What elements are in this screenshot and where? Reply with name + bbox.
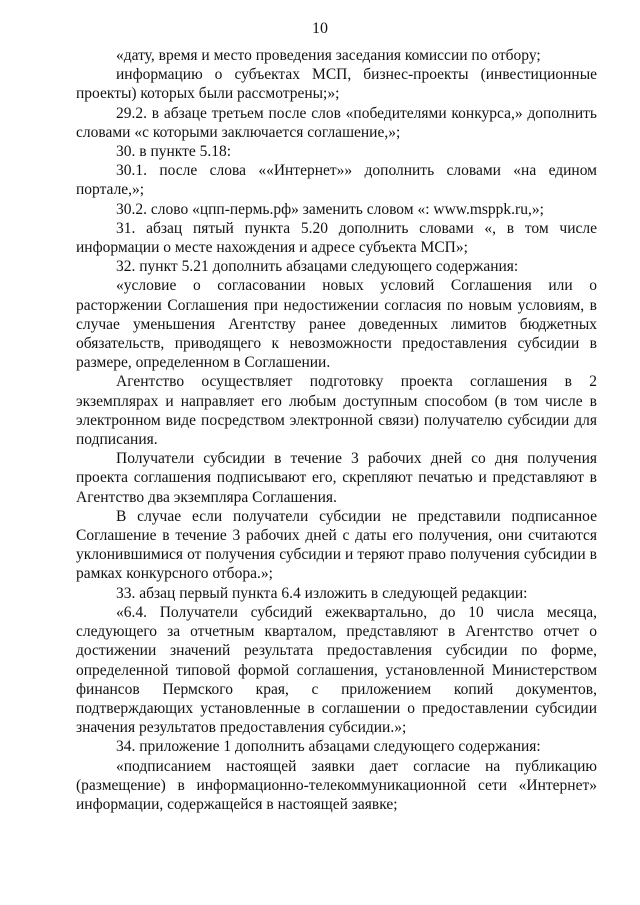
paragraph-2: информацию о субъектах МСП, бизнес-проекты (инвестиционные проекты) которых были рассмотрены;»; <box>76 66 597 103</box>
paragraph-3: 29.2. в абзаце третьем после слов «победителями конкурса,» дополнить словами «с которыми заключается соглашение,»; <box>76 104 597 141</box>
paragraph-14: «6.4. Получатели субсидий ежеквартально, до 10 числа месяца, следующего за отчетным кварталом, представляют в Агентство отчет о достижении значений результата предоставления субсидии по форме, определенной типовой формой соглашения, установленной Министерством финансов Пермского края, с приложением копий документов, подтверждающих установленные в соглашении о предоставлении субсидии значения результатов предоставления субсидии.»; <box>76 603 597 737</box>
page-number: 10 <box>312 20 328 37</box>
paragraph-11: Получатели субсидии в течение 3 рабочих дней со дня получения проекта соглашения подписывают его, скрепляют печатью и представляют в Агентство два экземпляра Соглашения. <box>76 450 597 506</box>
paragraph-7: 31. абзац пятый пункта 5.20 дополнить словами «, в том числе информации о месте нахождения и адресе субъекта МСП»; <box>76 219 597 257</box>
paragraph-8: 32. пункт 5.21 дополнить абзацами следующего содержания: <box>116 258 519 276</box>
paragraph-9: «условие о согласовании новых условий Соглашения или о расторжении Соглашения при недостижении согласия по новым условиям, в случае уменьшения Агентству ранее доведенных лимитов бюджетных обязательств, приводящего к невозможности предоставления субсидии в размере, определенном в Соглашении. <box>76 277 597 372</box>
paragraph-6: 30.2. слово «цпп-пермь.рф» заменить словом «: www.msppk.ru,»; <box>116 200 544 218</box>
paragraph-13: 33. абзац первый пункта 6.4 изложить в следующей редакции: <box>116 584 528 602</box>
paragraph-1: «дату, время и место проведения заседания комиссии по отбору; <box>116 47 541 64</box>
paragraph-16: «подписанием настоящей заявки дает согласие на публикацию (размещение) в информационно-телекоммуникационной сети «Интернет» информации, содержащейся в настоящей заявке; <box>76 757 597 813</box>
paragraph-10: Агентство осуществляет подготовку проекта соглашения в 2 экземплярах и направляет его любым доступным способом (в том числе в электронном виде посредством электронной связи) получателю субсидии для подписания. <box>76 373 597 449</box>
paragraph-12: В случае если получатели субсидии не представили подписанное Соглашение в течение 3 рабочих дней с даты его получения, они считаются уклонившимися от получения субсидии и теряют право получения субсидии в рамках конкурсного отбора.»; <box>76 507 597 583</box>
document-body <box>76 46 597 814</box>
paragraph-5: 30.1. после слова ««Интернет»» дополнить словами «на едином портале,»; <box>76 162 597 199</box>
paragraph-15: 34. приложение 1 дополнить абзацами следующего содержания: <box>116 738 541 756</box>
paragraph-4: 30. в пункте 5.18: <box>116 143 232 161</box>
